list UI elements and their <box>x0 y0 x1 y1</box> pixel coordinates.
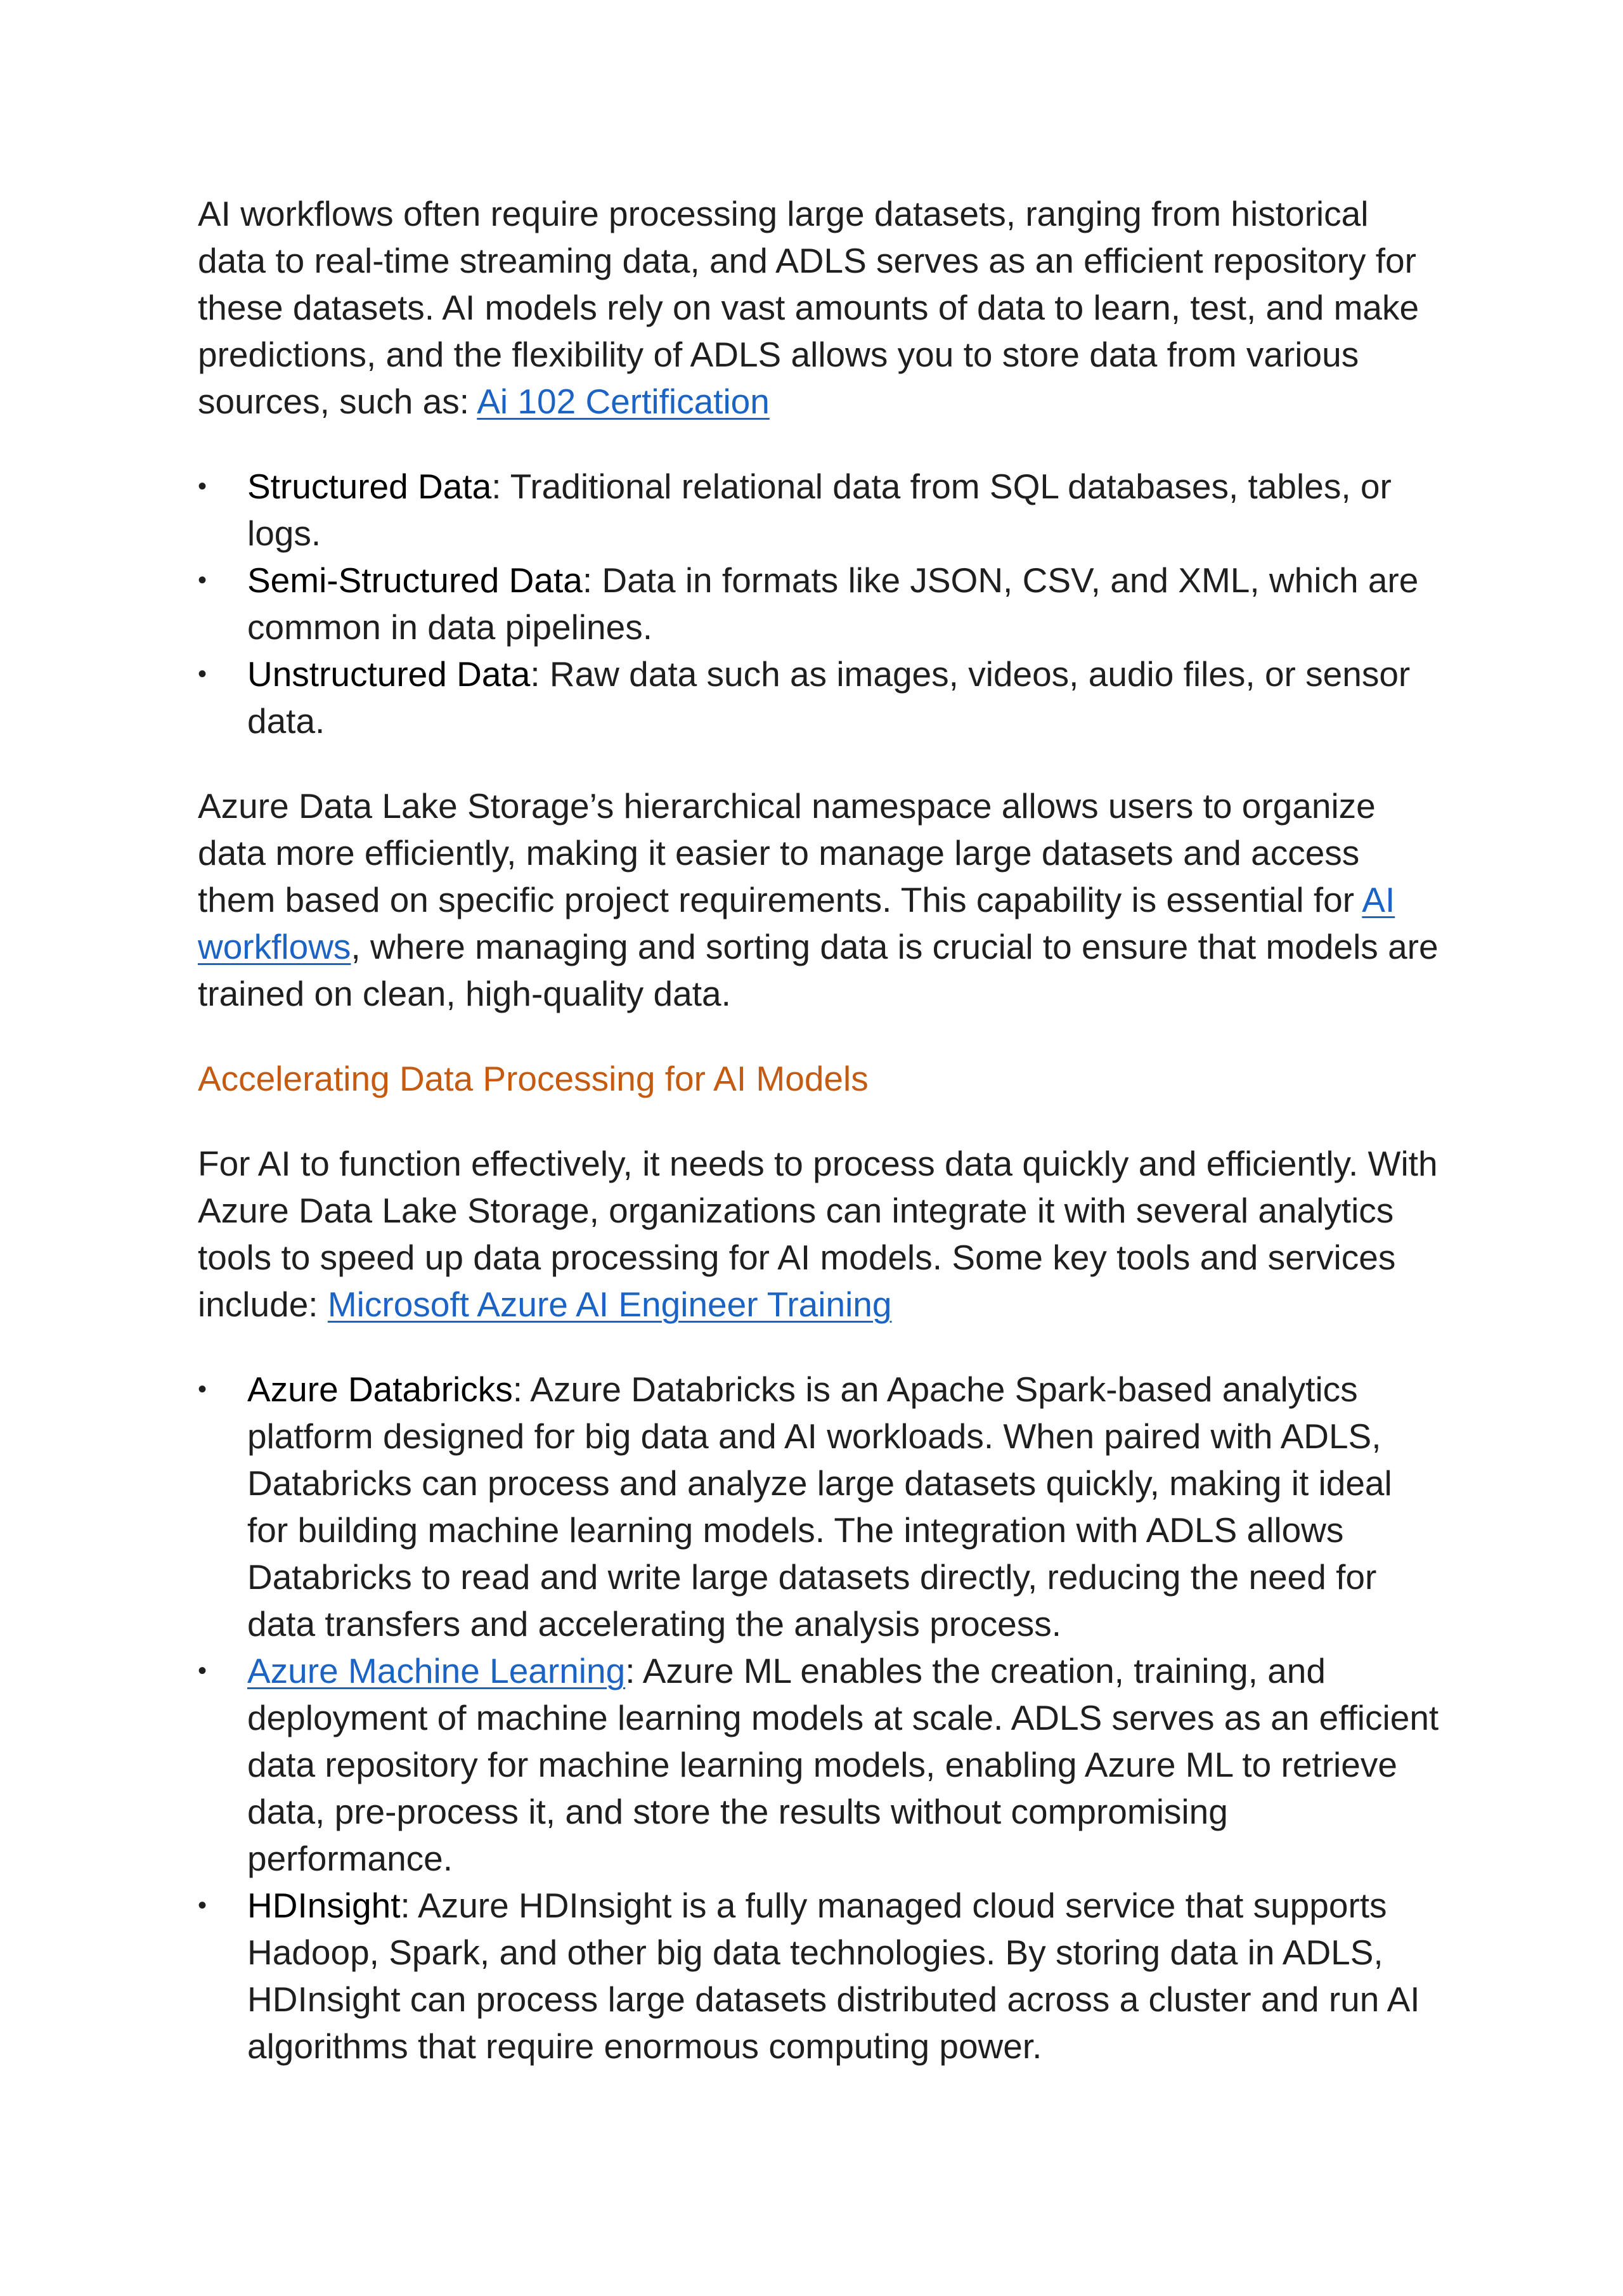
bullet-icon: • <box>198 1657 207 1685</box>
list-item-term: Semi-Structured Data <box>247 561 583 600</box>
list-item <box>198 1366 1440 1647</box>
namespace-paragraph <box>198 782 1440 1017</box>
list-item <box>198 1882 1440 2070</box>
processing-paragraph-text: For AI to function effectively, it needs to process data quickly and efficiently. With Azure Data Lake Storage, organizations can integrate it with several analytics tools to speed up data processing for AI models. Some key tools and services include: <box>198 1144 1438 1324</box>
bullet-icon: • <box>198 1891 207 1919</box>
azure-ai-engineer-training-link[interactable]: Microsoft Azure AI Engineer Training <box>327 1285 892 1324</box>
list-item <box>198 1647 1440 1882</box>
tools-list <box>198 1366 1440 2070</box>
namespace-paragraph-text-before: Azure Data Lake Storage’s hierarchical namespace allows users to organize data more efficiently, making it easier to manage large datasets and access them based on specific project requirements. This capability is essential for <box>198 786 1376 919</box>
list-item-description: : Traditional relational data from SQL databases, tables, or logs. <box>247 467 1392 553</box>
ai-102-certification-link[interactable]: Ai 102 Certification <box>477 382 770 421</box>
section-heading: Accelerating Data Processing for AI Models <box>198 1059 869 1098</box>
list-item-term: Structured Data <box>247 467 492 506</box>
list-item-description: : Raw data such as images, videos, audio files, or sensor data. <box>247 654 1411 741</box>
list-item-term: Unstructured Data <box>247 654 531 694</box>
list-item-term: Azure Databricks <box>247 1370 513 1409</box>
bullet-icon: • <box>198 472 207 500</box>
list-item-description: : Azure HDInsight is a fully managed cloud service that supports Hadoop, Spark, and other big data technologies. By storing data in ADLS, HDInsight can process large datasets distributed across a cluster and run AI algorithms that require enormous computing power. <box>247 1886 1420 2066</box>
list-item <box>198 557 1440 651</box>
bullet-icon: • <box>198 566 207 594</box>
list-item <box>198 463 1440 557</box>
intro-paragraph <box>198 190 1440 425</box>
list-item-description: : Azure ML enables the creation, training, and deployment of machine learning models at scale. ADLS serves as an efficient data repository for machine learning models, enabling Azure ML to retrieve data, pre-process it, and store the results without compromising performance. <box>247 1651 1439 1878</box>
namespace-paragraph-text-after: , where managing and sorting data is crucial to ensure that models are trained on clean, high-quality data. <box>198 927 1439 1013</box>
azure-machine-learning-link[interactable]: Azure Machine Learning <box>247 1651 626 1690</box>
ai-workflows-link[interactable]: AI workflows <box>198 880 1395 966</box>
list-item-description: : Azure Databricks is an Apache Spark-based analytics platform designed for big data and AI workloads. When paired with ADLS, Databricks can process and analyze large datasets quickly, making it ideal for building machine learning models. The integration with ADLS allows Databricks to read and write large datasets directly, reducing the need for data transfers and accelerating the analysis process. <box>247 1370 1392 1644</box>
processing-paragraph <box>198 1140 1440 1328</box>
intro-paragraph-text: AI workflows often require processing large datasets, ranging from historical data to real-time streaming data, and ADLS serves as an efficient repository for these datasets. AI models rely on vast amounts of data to learn, test, and make predictions, and the flexibility of ADLS allows you to store data from various sources, such as: <box>198 194 1419 421</box>
document-page <box>198 190 1440 2108</box>
data-types-list <box>198 463 1440 744</box>
bullet-icon: • <box>198 660 207 688</box>
list-item-description: : Data in formats like JSON, CSV, and XML, which are common in data pipelines. <box>247 561 1419 647</box>
bullet-icon: • <box>198 1375 207 1403</box>
list-item-term: HDInsight <box>247 1886 401 1925</box>
list-item <box>198 651 1440 744</box>
